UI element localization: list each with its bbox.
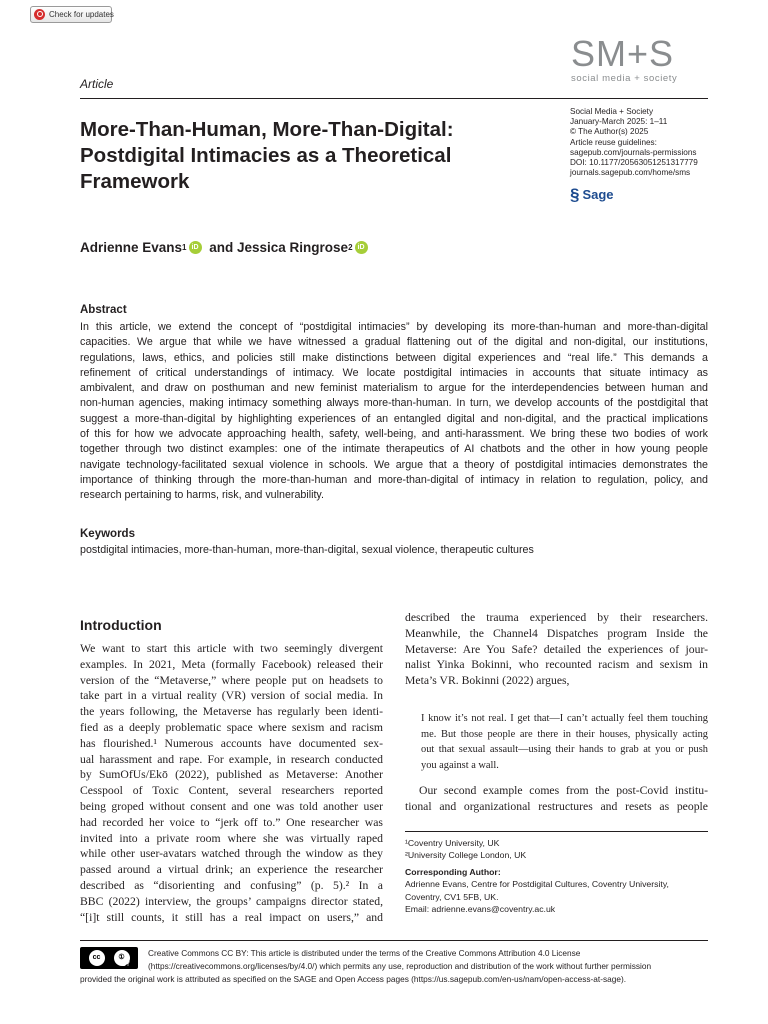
- body-line: Meta’s VR. Bokinni (2022) argues,: [405, 674, 570, 688]
- body-line: BBC (2022) interview, the groups’ campaigns director stated,: [80, 894, 383, 908]
- body-column-right-continued: [405, 783, 708, 815]
- license-line: provided the original work is attributed as specified on the SAGE and Open Access pages (https://us.sagepub.com/en-us/nam/open-access-at-sage).: [80, 974, 627, 984]
- affiliation-line: ¹Coventry University, UK: [405, 838, 500, 848]
- journal-logo: [571, 33, 691, 84]
- update-check-icon: [34, 9, 45, 20]
- article-title: [80, 117, 550, 195]
- body-line: nalist Yinka Bokinni, who recounted racism and sexism in: [405, 658, 708, 672]
- header-divider: [80, 98, 708, 99]
- quote-line: you against a wall.: [421, 759, 499, 771]
- introduction-heading: Introduction: [80, 617, 162, 633]
- author-email-link[interactable]: Email: adrienne.evans@coventry.ac.uk: [405, 904, 556, 915]
- journal-logo-mark: SM+S: [571, 33, 675, 74]
- journal-logo-subtitle: social media + society: [571, 73, 678, 84]
- abstract-line: In this article, we extend the concept of “postdigital intimacies” by developing its more-than-human and more-than-digital: [80, 321, 708, 333]
- license-line: (https://creativecommons.org/licenses/by/4.0/) which permits any use, reproduction and distribution of the work without further permission: [148, 961, 652, 971]
- body-line: Metaverse: Are You Safe? detailed the experiences of jour-: [405, 642, 708, 656]
- body-line: tional and organizational restructures and resets as people: [405, 799, 708, 813]
- journal-meta-line: © The Author(s) 2025: [570, 127, 649, 137]
- body-line: “[i]t still counts, it still has a real impact on users,” and: [80, 910, 383, 924]
- abstract-line: suggest a more-than-digital by highlighting experiences of an entangled digital and non-digital, and the practical implications: [80, 412, 708, 425]
- author-list: [80, 240, 372, 255]
- cc-icon: cc: [89, 950, 105, 966]
- body-line: Cesspool of Toxic Content, several researchers reported: [80, 784, 383, 798]
- body-line: by SumOfUs/Ekō (2022), published as Metaverse: Another: [80, 768, 383, 782]
- abstract-line: non-human agencies, making intimacy something always more-than-human. In turn, we develop accounts of the postdigital that: [80, 397, 708, 410]
- title-line: Framework: [80, 170, 190, 193]
- title-line: More-Than-Human, More-Than-Digital:: [80, 118, 454, 141]
- body-column-left: [80, 641, 383, 925]
- body-line: passed around a virtual drink; an experience the researcher: [80, 863, 383, 877]
- body-line: version of the “Metaverse,” where people put on headsets to: [80, 673, 383, 687]
- author-affiliation-marker: 1: [182, 243, 187, 252]
- body-line: described the trauma experienced by their researchers.: [405, 611, 708, 624]
- footnote-divider: [405, 831, 708, 832]
- footnotes: [405, 837, 669, 915]
- journal-meta-line: January-March 2025: 1–11: [570, 117, 668, 127]
- body-line: take part in a virtual reality (VR) version of social media. In: [80, 689, 383, 703]
- journal-meta-line: Social Media + Society: [570, 107, 654, 116]
- keywords-list: postdigital intimacies, more-than-human, more-than-digital, sexual violence, therapeutic cultures: [80, 544, 534, 556]
- license-divider: [80, 940, 708, 941]
- body-column-right: [405, 610, 708, 689]
- quote-line: me. But those people are there in their houses, physically acting: [421, 728, 708, 740]
- affiliation-line: ²University College London, UK: [405, 850, 527, 861]
- doi-link[interactable]: DOI: 10.1177/20563051251317779: [570, 158, 698, 168]
- body-line: ual harassment and rape. For example, in research conducted: [80, 752, 383, 766]
- author-name: and Jessica Ringrose: [205, 240, 349, 255]
- abstract-heading: Abstract: [80, 304, 127, 316]
- keywords-heading: Keywords: [80, 528, 135, 540]
- check-for-updates-label: Check for updates: [49, 10, 114, 19]
- license-line: Creative Commons CC BY: This article is distributed under the terms of the Creative Commons Attribution 4.0 License: [148, 948, 581, 958]
- body-line: while other user-avatars watched through the window as they: [80, 847, 383, 861]
- body-line: has flourished.¹ Numerous accounts have documented sex-: [80, 736, 383, 750]
- author-name: Adrienne Evans: [80, 240, 183, 255]
- body-line: being groped without consent and one was told another user: [80, 799, 383, 813]
- abstract-line: together through two distinct examples: one of the intimate therapeutics of AI chatbots and the other in how young people: [80, 443, 708, 456]
- corresponding-author-line: Adrienne Evans, Centre for Postdigital Cultures, Coventry University,: [405, 879, 669, 890]
- check-for-updates-badge[interactable]: [30, 6, 112, 23]
- abstract-body: [80, 320, 708, 504]
- corresponding-author-line: Coventry, CV1 5FB, UK.: [405, 891, 499, 902]
- body-line: Our second example comes from the post-Covid institu-: [419, 784, 708, 797]
- abstract-line: navigate technology-facilitated sexual violence in schools. We argue that a theory of postdigital intimacies demonstrates the: [80, 458, 708, 471]
- article-type-label: Article: [80, 77, 114, 91]
- body-line: We want to start this article with two seemingly divergent: [80, 642, 383, 655]
- author-affiliation-marker: 2: [348, 243, 353, 252]
- sage-logo: [570, 184, 614, 204]
- quote-line: out that sexual assault—using their hands to grab at you or push: [421, 744, 708, 755]
- body-line: fied as a deeply problematic space where sexism and racism: [80, 720, 383, 734]
- sage-logo-text: Sage: [582, 187, 614, 202]
- orcid-icon[interactable]: iD: [355, 241, 368, 254]
- block-quote: [421, 711, 708, 773]
- journal-meta-line: Article reuse guidelines:: [570, 137, 657, 147]
- license-text: [80, 947, 708, 986]
- abstract-line: importance of thinking through the more-than-human and more-than-digital of intimacy in relation to regulation, policy, and: [80, 473, 708, 486]
- journal-meta: [570, 107, 698, 178]
- abstract-line: regulations, laws, ethics, and policies still make distinctions between digital experiences and “real life.” This demands a: [80, 351, 708, 364]
- orcid-icon[interactable]: iD: [189, 241, 202, 254]
- abstract-line: ambivalent, and draw on posthuman and new feminist materialism to argue for the interdependencies between human and: [80, 382, 708, 395]
- abstract-line: of this for how we advocate approaching health, safety, well-being, and anti-harassment. We bring these two bodies of work: [80, 428, 708, 441]
- abstract-line: research pertaining to harms, risk, and vulnerability.: [80, 489, 324, 502]
- abstract-line: capacities. We argue that while we have witnessed a gradual flattening out of the digital and non-digital, our institutions,: [80, 336, 708, 349]
- attribution-icon: ①: [114, 950, 130, 966]
- journal-home-link[interactable]: journals.sagepub.com/home/sms: [570, 168, 691, 178]
- by-label: BY: [121, 962, 130, 968]
- body-line: Meanwhile, the Channel4 Dispatches program Inside the: [405, 626, 708, 640]
- abstract-line: refinement of critical understandings of intimacy. We locate postdigital intimacies in accounts that situate intimacy as: [80, 366, 708, 379]
- body-line: invited into a private room where she was virtually raped: [80, 831, 383, 845]
- corresponding-author-heading: Corresponding Author:: [405, 866, 501, 877]
- body-line: described as “disorienting and confusing” (p. 5).² In a: [80, 878, 383, 892]
- title-line: Postdigital Intimacies as a Theoretical: [80, 144, 452, 167]
- body-line: examples. In 2021, Meta (formally Facebook) released their: [80, 657, 383, 671]
- body-line: the years following, the Metaverse has regularly been identi-: [80, 705, 383, 719]
- permissions-link[interactable]: sagepub.com/journals-permissions: [570, 147, 697, 157]
- sage-s-icon: §: [570, 184, 580, 204]
- quote-line: I know it’s not real. I get that—I can’t actually feel them touching: [421, 713, 708, 724]
- body-line: had recorded her voice to “jerk off to.” One researcher was: [80, 815, 383, 829]
